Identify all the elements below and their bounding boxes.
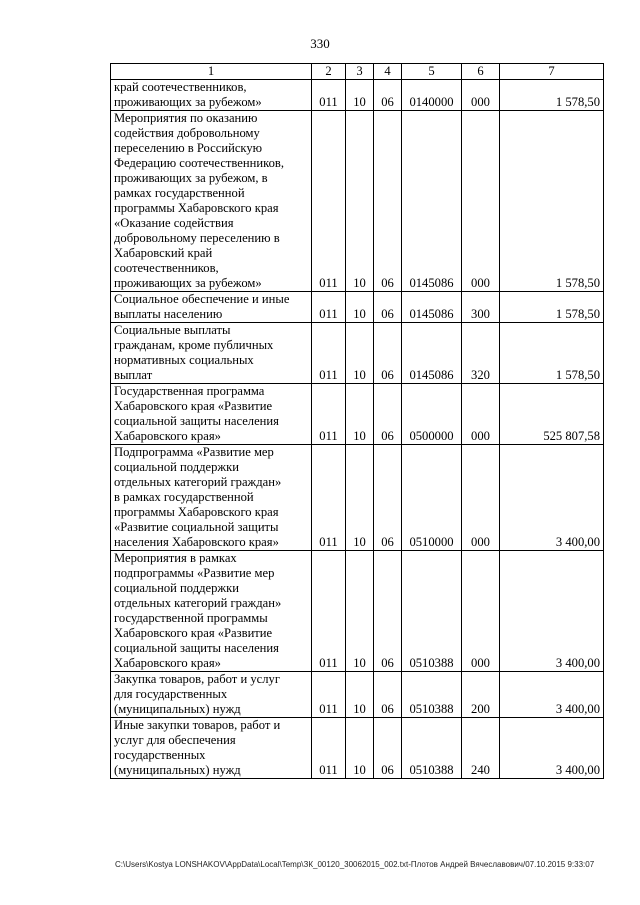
row-name-line: программы Хабаровского края <box>114 505 279 519</box>
expense-type-code: 240 <box>462 718 500 779</box>
table-row <box>111 445 604 551</box>
row-name <box>111 323 312 384</box>
row-name-line: «Развитие социальной защиты <box>114 520 279 534</box>
row-name <box>111 445 312 551</box>
row-name-line: государственной программы <box>114 611 268 625</box>
row-name-line: подпрограммы «Развитие мер <box>114 566 275 580</box>
expense-type-code: 000 <box>462 80 500 111</box>
expense-type-code: 000 <box>462 551 500 672</box>
row-name <box>111 80 312 111</box>
column-header: 6 <box>462 64 500 80</box>
row-name <box>111 672 312 718</box>
section-code: 10 <box>346 111 374 292</box>
target-article-code: 0145086 <box>402 292 462 323</box>
subsection-code: 06 <box>374 384 402 445</box>
row-name-line: проживающих за рубежом, в <box>114 171 268 185</box>
expense-type-code: 000 <box>462 384 500 445</box>
column-header: 7 <box>500 64 604 80</box>
ministry-code: 011 <box>312 384 346 445</box>
row-name-line: рамках государственной <box>114 186 245 200</box>
row-name-line: социальной поддержки <box>114 460 239 474</box>
amount: 3 400,00 <box>500 445 604 551</box>
section-code: 10 <box>346 80 374 111</box>
row-name-line: социальной защиты населения <box>114 414 279 428</box>
row-name-line: Мероприятия по оказанию <box>114 111 258 125</box>
section-code: 10 <box>346 551 374 672</box>
row-name <box>111 718 312 779</box>
expense-type-code: 300 <box>462 292 500 323</box>
table-row <box>111 551 604 672</box>
row-name-line: Хабаровского края «Развитие <box>114 399 273 413</box>
row-name <box>111 384 312 445</box>
subsection-code: 06 <box>374 292 402 323</box>
expense-type-code: 320 <box>462 323 500 384</box>
subsection-code: 06 <box>374 80 402 111</box>
row-name-line: гражданам, кроме публичных <box>114 338 274 352</box>
file-path-footer: C:\Users\Kostya LONSHAKOV\AppData\Local\Temp\ЗК_00120_30062015_002.txt-Плотов Андрей Вячеславович/07.10.2015 9:33:07 <box>115 860 595 869</box>
column-header: 3 <box>346 64 374 80</box>
section-code: 10 <box>346 292 374 323</box>
column-header: 5 <box>402 64 462 80</box>
subsection-code: 06 <box>374 551 402 672</box>
amount: 1 578,50 <box>500 292 604 323</box>
section-code: 10 <box>346 323 374 384</box>
subsection-code: 06 <box>374 718 402 779</box>
expense-type-code: 000 <box>462 111 500 292</box>
section-code: 10 <box>346 718 374 779</box>
subsection-code: 06 <box>374 111 402 292</box>
row-name-line: отдельных категорий граждан» <box>114 596 282 610</box>
row-name-line: услуг для обеспечения <box>114 733 236 747</box>
section-code: 10 <box>346 384 374 445</box>
table-row <box>111 672 604 718</box>
column-header: 1 <box>111 64 312 80</box>
row-name-line: проживающих за рубежом» <box>114 95 262 109</box>
amount: 1 578,50 <box>500 111 604 292</box>
row-name-line: Мероприятия в рамках <box>114 551 237 565</box>
row-name <box>111 551 312 672</box>
row-name-line: (муниципальных) нужд <box>114 763 241 777</box>
row-name-line: Социальное обеспечение и иные <box>114 292 290 306</box>
row-name-line: государственных <box>114 748 206 762</box>
ministry-code: 011 <box>312 672 346 718</box>
row-name-line: Закупка товаров, работ и услуг <box>114 672 280 686</box>
target-article-code: 0510388 <box>402 672 462 718</box>
row-name-line: социальной защиты населения <box>114 641 279 655</box>
row-name-line: Хабаровского края «Развитие <box>114 626 273 640</box>
row-name-line: населения Хабаровского края» <box>114 535 279 549</box>
ministry-code: 011 <box>312 292 346 323</box>
header-row <box>111 64 604 80</box>
target-article-code: 0510388 <box>402 551 462 672</box>
target-article-code: 0140000 <box>402 80 462 111</box>
row-name-line: выплат <box>114 368 153 382</box>
ministry-code: 011 <box>312 718 346 779</box>
target-article-code: 0510000 <box>402 445 462 551</box>
target-article-code: 0500000 <box>402 384 462 445</box>
amount: 3 400,00 <box>500 718 604 779</box>
row-name-line: Иные закупки товаров, работ и <box>114 718 281 732</box>
row-name-line: Хабаровского края» <box>114 429 221 443</box>
amount: 1 578,50 <box>500 323 604 384</box>
column-header: 2 <box>312 64 346 80</box>
ministry-code: 011 <box>312 80 346 111</box>
ministry-code: 011 <box>312 445 346 551</box>
column-header: 4 <box>374 64 402 80</box>
ministry-code: 011 <box>312 551 346 672</box>
row-name-line: программы Хабаровского края <box>114 201 279 215</box>
row-name-line: проживающих за рубежом» <box>114 276 262 290</box>
ministry-code: 011 <box>312 111 346 292</box>
row-name-line: (муниципальных) нужд <box>114 702 241 716</box>
row-name-line: Хабаровский край <box>114 246 213 260</box>
row-name-line: соотечественников, <box>114 261 219 275</box>
row-name-line: «Оказание содействия <box>114 216 234 230</box>
row-name-line: для государственных <box>114 687 228 701</box>
row-name-line: Хабаровского края» <box>114 656 221 670</box>
row-name-line: Подпрограмма «Развитие мер <box>114 445 274 459</box>
table-row <box>111 384 604 445</box>
table-row <box>111 80 604 111</box>
row-name-line: край соотечественников, <box>114 80 247 94</box>
section-code: 10 <box>346 445 374 551</box>
table-row <box>111 111 604 292</box>
subsection-code: 06 <box>374 445 402 551</box>
amount: 1 578,50 <box>500 80 604 111</box>
row-name-line: Социальные выплаты <box>114 323 231 337</box>
row-name-line: переселению в Российскую <box>114 141 263 155</box>
row-name-line: содействия добровольному <box>114 126 260 140</box>
row-name-line: нормативных социальных <box>114 353 254 367</box>
section-code: 10 <box>346 672 374 718</box>
subsection-code: 06 <box>374 672 402 718</box>
table-row <box>111 323 604 384</box>
expense-type-code: 200 <box>462 672 500 718</box>
expense-type-code: 000 <box>462 445 500 551</box>
table-row <box>111 292 604 323</box>
amount: 3 400,00 <box>500 551 604 672</box>
subsection-code: 06 <box>374 323 402 384</box>
row-name <box>111 292 312 323</box>
row-name-line: Федерацию соотечественников, <box>114 156 284 170</box>
budget-table <box>110 63 604 779</box>
row-name-line: Государственная программа <box>114 384 265 398</box>
row-name-line: отдельных категорий граждан» <box>114 475 282 489</box>
row-name-line: выплаты населению <box>114 307 223 321</box>
amount: 3 400,00 <box>500 672 604 718</box>
amount: 525 807,58 <box>500 384 604 445</box>
row-name-line: в рамках государственной <box>114 490 254 504</box>
row-name <box>111 111 312 292</box>
table-row <box>111 718 604 779</box>
row-name-line: добровольному переселению в <box>114 231 280 245</box>
target-article-code: 0145086 <box>402 111 462 292</box>
row-name-line: социальной поддержки <box>114 581 239 595</box>
ministry-code: 011 <box>312 323 346 384</box>
page-number: 330 <box>310 36 330 51</box>
target-article-code: 0145086 <box>402 323 462 384</box>
target-article-code: 0510388 <box>402 718 462 779</box>
